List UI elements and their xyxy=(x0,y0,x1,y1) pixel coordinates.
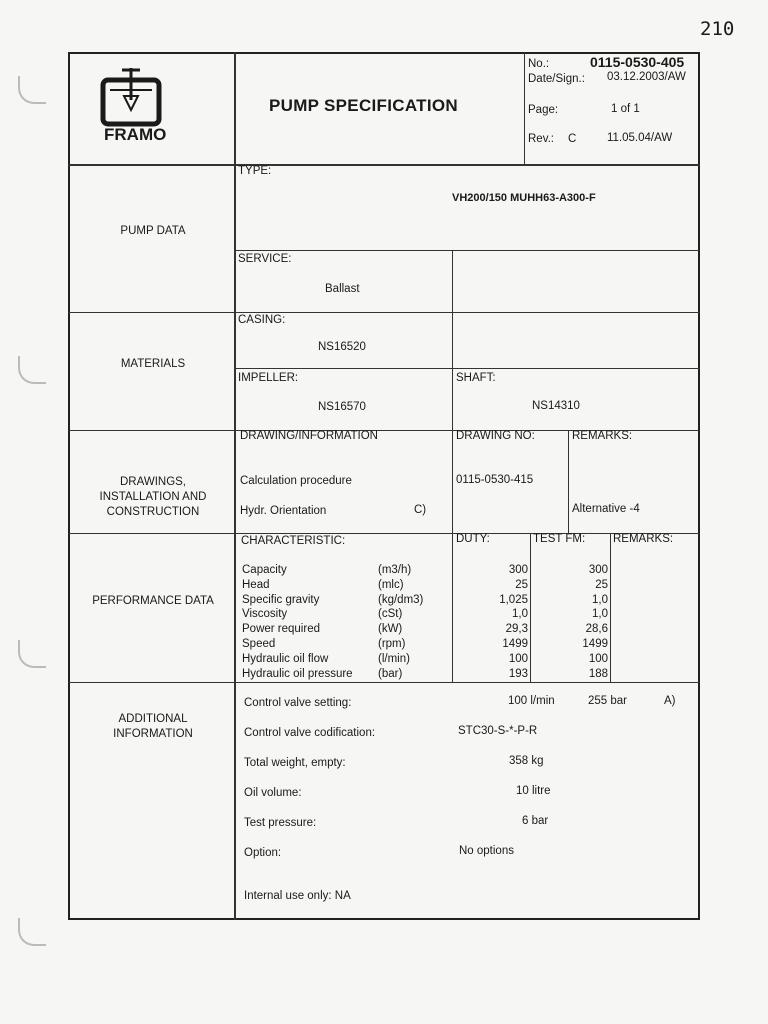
perf-name: Power required xyxy=(242,623,320,636)
page-number: 210 xyxy=(700,18,735,40)
perf-name: Capacity xyxy=(242,564,287,576)
weight-label: Total weight, empty: xyxy=(244,757,346,769)
document-title: PUMP SPECIFICATION xyxy=(269,96,458,115)
section-additional-line2: INFORMATION xyxy=(113,728,193,740)
perf-duty: 29,3 xyxy=(505,623,528,636)
page-value: 1 of 1 xyxy=(611,103,640,115)
shaft-value: NS14310 xyxy=(532,400,580,412)
drawing-info-label: DRAWING/INFORMATION xyxy=(240,430,378,442)
calc-procedure-label: Calculation procedure xyxy=(240,475,352,487)
impeller-label: IMPELLER: xyxy=(238,372,299,384)
binder-hole xyxy=(18,918,46,946)
perf-duty: 300 xyxy=(508,564,528,576)
binder-hole xyxy=(18,640,46,668)
page-label: Page: xyxy=(528,104,559,116)
rev-code: C xyxy=(568,133,577,145)
section-pump-data: PUMP DATA xyxy=(120,225,186,237)
perf-test: 100 xyxy=(588,652,608,665)
perf-test: 28,6 xyxy=(585,623,608,636)
duty-label: DUTY: xyxy=(456,533,490,545)
date-value: 03.12.2003/AW xyxy=(607,71,686,83)
option-value: No options xyxy=(459,845,514,857)
performance-remarks-label: REMARKS: xyxy=(613,533,674,545)
perf-unit: (m3/h) xyxy=(378,564,412,576)
perf-test: 188 xyxy=(588,667,608,680)
perf-name: Speed xyxy=(242,638,276,650)
internal-use-note: Internal use only: NA xyxy=(244,890,351,902)
characteristic-label: CHARACTERISTIC: xyxy=(241,535,346,547)
type-value: VH200/150 MUHH63-A300-F xyxy=(452,192,596,204)
perf-duty: 1499 xyxy=(502,638,528,650)
impeller-value: NS16570 xyxy=(318,401,366,413)
service-label: SERVICE: xyxy=(238,253,292,265)
drawing-no-label: DRAWING NO: xyxy=(456,430,535,442)
oil-volume-label: Oil volume: xyxy=(244,787,302,799)
perf-test: 25 xyxy=(595,578,608,591)
binder-hole xyxy=(18,356,46,384)
oil-volume-value: 10 litre xyxy=(516,785,551,797)
perf-duty: 1,025 xyxy=(499,593,528,606)
perf-name: Viscosity xyxy=(242,608,288,621)
doc-no-value: 0115-0530-405 xyxy=(590,54,685,70)
perf-test: 300 xyxy=(588,564,608,576)
casing-value: NS16520 xyxy=(318,341,366,353)
perf-name: Head xyxy=(242,578,270,591)
date-label: Date/Sign.: xyxy=(528,73,585,85)
section-drawings-line2: INSTALLATION AND xyxy=(99,491,207,503)
hydr-orientation-code: C) xyxy=(414,504,427,516)
perf-unit: (rpm) xyxy=(378,638,406,650)
test-pressure-value: 6 bar xyxy=(522,815,549,827)
rev-value: 11.05.04/AW xyxy=(607,132,673,144)
doc-no-label: No.: xyxy=(528,58,550,70)
weight-value: 358 kg xyxy=(509,755,544,767)
perf-name: Hydraulic oil pressure xyxy=(242,667,353,680)
option-label: Option: xyxy=(244,847,282,859)
cv-setting-note: A) xyxy=(664,695,676,707)
perf-unit: (mlc) xyxy=(378,578,404,591)
test-fm-label: TEST FM: xyxy=(533,533,586,545)
perf-unit: (l/min) xyxy=(378,652,410,665)
section-additional-line1: ADDITIONAL xyxy=(118,713,188,725)
perf-unit: (bar) xyxy=(378,667,403,680)
logo-text: FRAMO xyxy=(104,125,167,144)
perf-test: 1499 xyxy=(582,638,608,650)
drawing-remarks-label: REMARKS: xyxy=(572,430,633,442)
perf-unit: (kW) xyxy=(378,623,403,636)
hydr-orientation-remark: Alternative -4 xyxy=(572,503,640,515)
perf-duty: 193 xyxy=(508,667,528,680)
perf-duty: 25 xyxy=(515,578,528,591)
cv-setting-pressure: 255 bar xyxy=(588,695,628,707)
type-label: TYPE: xyxy=(238,165,272,177)
service-value: Ballast xyxy=(325,283,360,295)
calc-drawing-no: 0115-0530-415 xyxy=(456,474,534,486)
hydr-orientation-label: Hydr. Orientation xyxy=(240,505,327,517)
shaft-label: SHAFT: xyxy=(456,372,496,384)
cv-setting-flow: 100 l/min xyxy=(508,695,555,707)
perf-unit: (cSt) xyxy=(378,608,403,621)
cv-codification-label: Control valve codification: xyxy=(244,727,376,739)
cv-codification-value: STC30-S-*-P-R xyxy=(458,725,538,737)
perf-duty: 100 xyxy=(508,652,528,665)
rev-label: Rev.: xyxy=(528,133,554,145)
binder-hole xyxy=(18,76,46,104)
perf-duty: 1,0 xyxy=(512,608,528,621)
perf-unit: (kg/dm3) xyxy=(378,593,424,606)
perf-test: 1,0 xyxy=(592,593,608,606)
framo-logo-icon xyxy=(100,66,162,128)
perf-test: 1,0 xyxy=(592,608,608,621)
section-performance: PERFORMANCE DATA xyxy=(92,595,214,607)
section-drawings-line3: CONSTRUCTION xyxy=(106,506,200,518)
test-pressure-label: Test pressure: xyxy=(244,817,317,829)
perf-name: Specific gravity xyxy=(242,593,320,606)
cv-setting-label: Control valve setting: xyxy=(244,697,352,709)
section-materials: MATERIALS xyxy=(120,358,186,370)
casing-label: CASING: xyxy=(238,314,286,326)
perf-name: Hydraulic oil flow xyxy=(242,652,329,665)
section-drawings-line1: DRAWINGS, xyxy=(119,476,187,488)
